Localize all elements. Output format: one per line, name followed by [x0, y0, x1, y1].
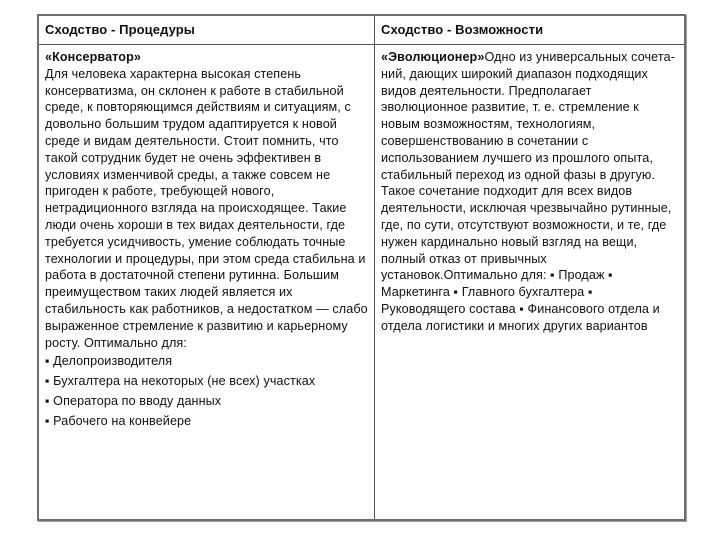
evolutionist-description: Одно из универсальных сочета-ний, дающих широкий диапазон подходящих видов деятельности. Предполагает эволюционное развитие, т. е. стремление к новым возможностям, технологиям, совершенствованию в сочетании с использованием лучшего из прошлого опыта, стабильный переход из одной фазы в другую. Такое сочетание подходит для всех видов деятельности, исключая чрезвычайно рутинные, где, по сути, отсутствуют возможности, и те, где нужен кардинально новый взгляд на вещи, полный отказ от привычных установок.Оптимально для: ▪ Продаж ▪ Маркетинга ▪ Главного бухгалтера ▪ Руководящего состава ▪ Финансового отдела и отдела логистики и многих других вариантов: [381, 50, 675, 333]
list-item: ▪ Оператора по вводу данных: [45, 393, 370, 410]
list-item: ▪ Рабочего на конвейере: [45, 413, 370, 430]
header-row: [39, 16, 684, 45]
evolutionist-cell: [375, 45, 685, 520]
conservator-bullet-list: [45, 353, 370, 429]
list-item: ▪ Делопроизводителя: [45, 353, 370, 370]
header-procedures: Сходство - Процедуры: [39, 16, 375, 45]
evolutionist-title: «Эволюционер»: [381, 50, 485, 64]
document-page: [37, 14, 686, 521]
conservator-cell: [39, 45, 375, 520]
comparison-table: [39, 16, 684, 519]
header-opportunities: Сходство - Возможности: [375, 16, 685, 45]
conservator-title: «Консерватор»: [45, 50, 141, 64]
body-row: [39, 45, 684, 520]
list-item: ▪ Бухгалтера на некоторых (не всех) участках: [45, 373, 370, 390]
conservator-description: Для человека характерна высокая степень консерватизма, он склонен к работе в стабильной среде, к повторяющимся действиям и ситуациям, с довольно большим трудом адаптируется к новой среде и видам деятельности. Стоит помнить, что такой сотрудник будет не очень эффективен в условиях изменчивой среды, а также совсем не пригоден к работе, требующей нового, нетрадиционного взгляда на происходящее. Такие люди очень хороши в тех видах деятельности, где требуется усидчивость, умение соблюдать точные технологии и процедуры, при этом среда стабильна и работа в достаточной степени рутинна. Большим преимуществом таких людей является их стабильность как работников, а недостатком — слабо выраженное стремление к развитию и карьерному росту. Оптимально для:: [45, 66, 368, 350]
